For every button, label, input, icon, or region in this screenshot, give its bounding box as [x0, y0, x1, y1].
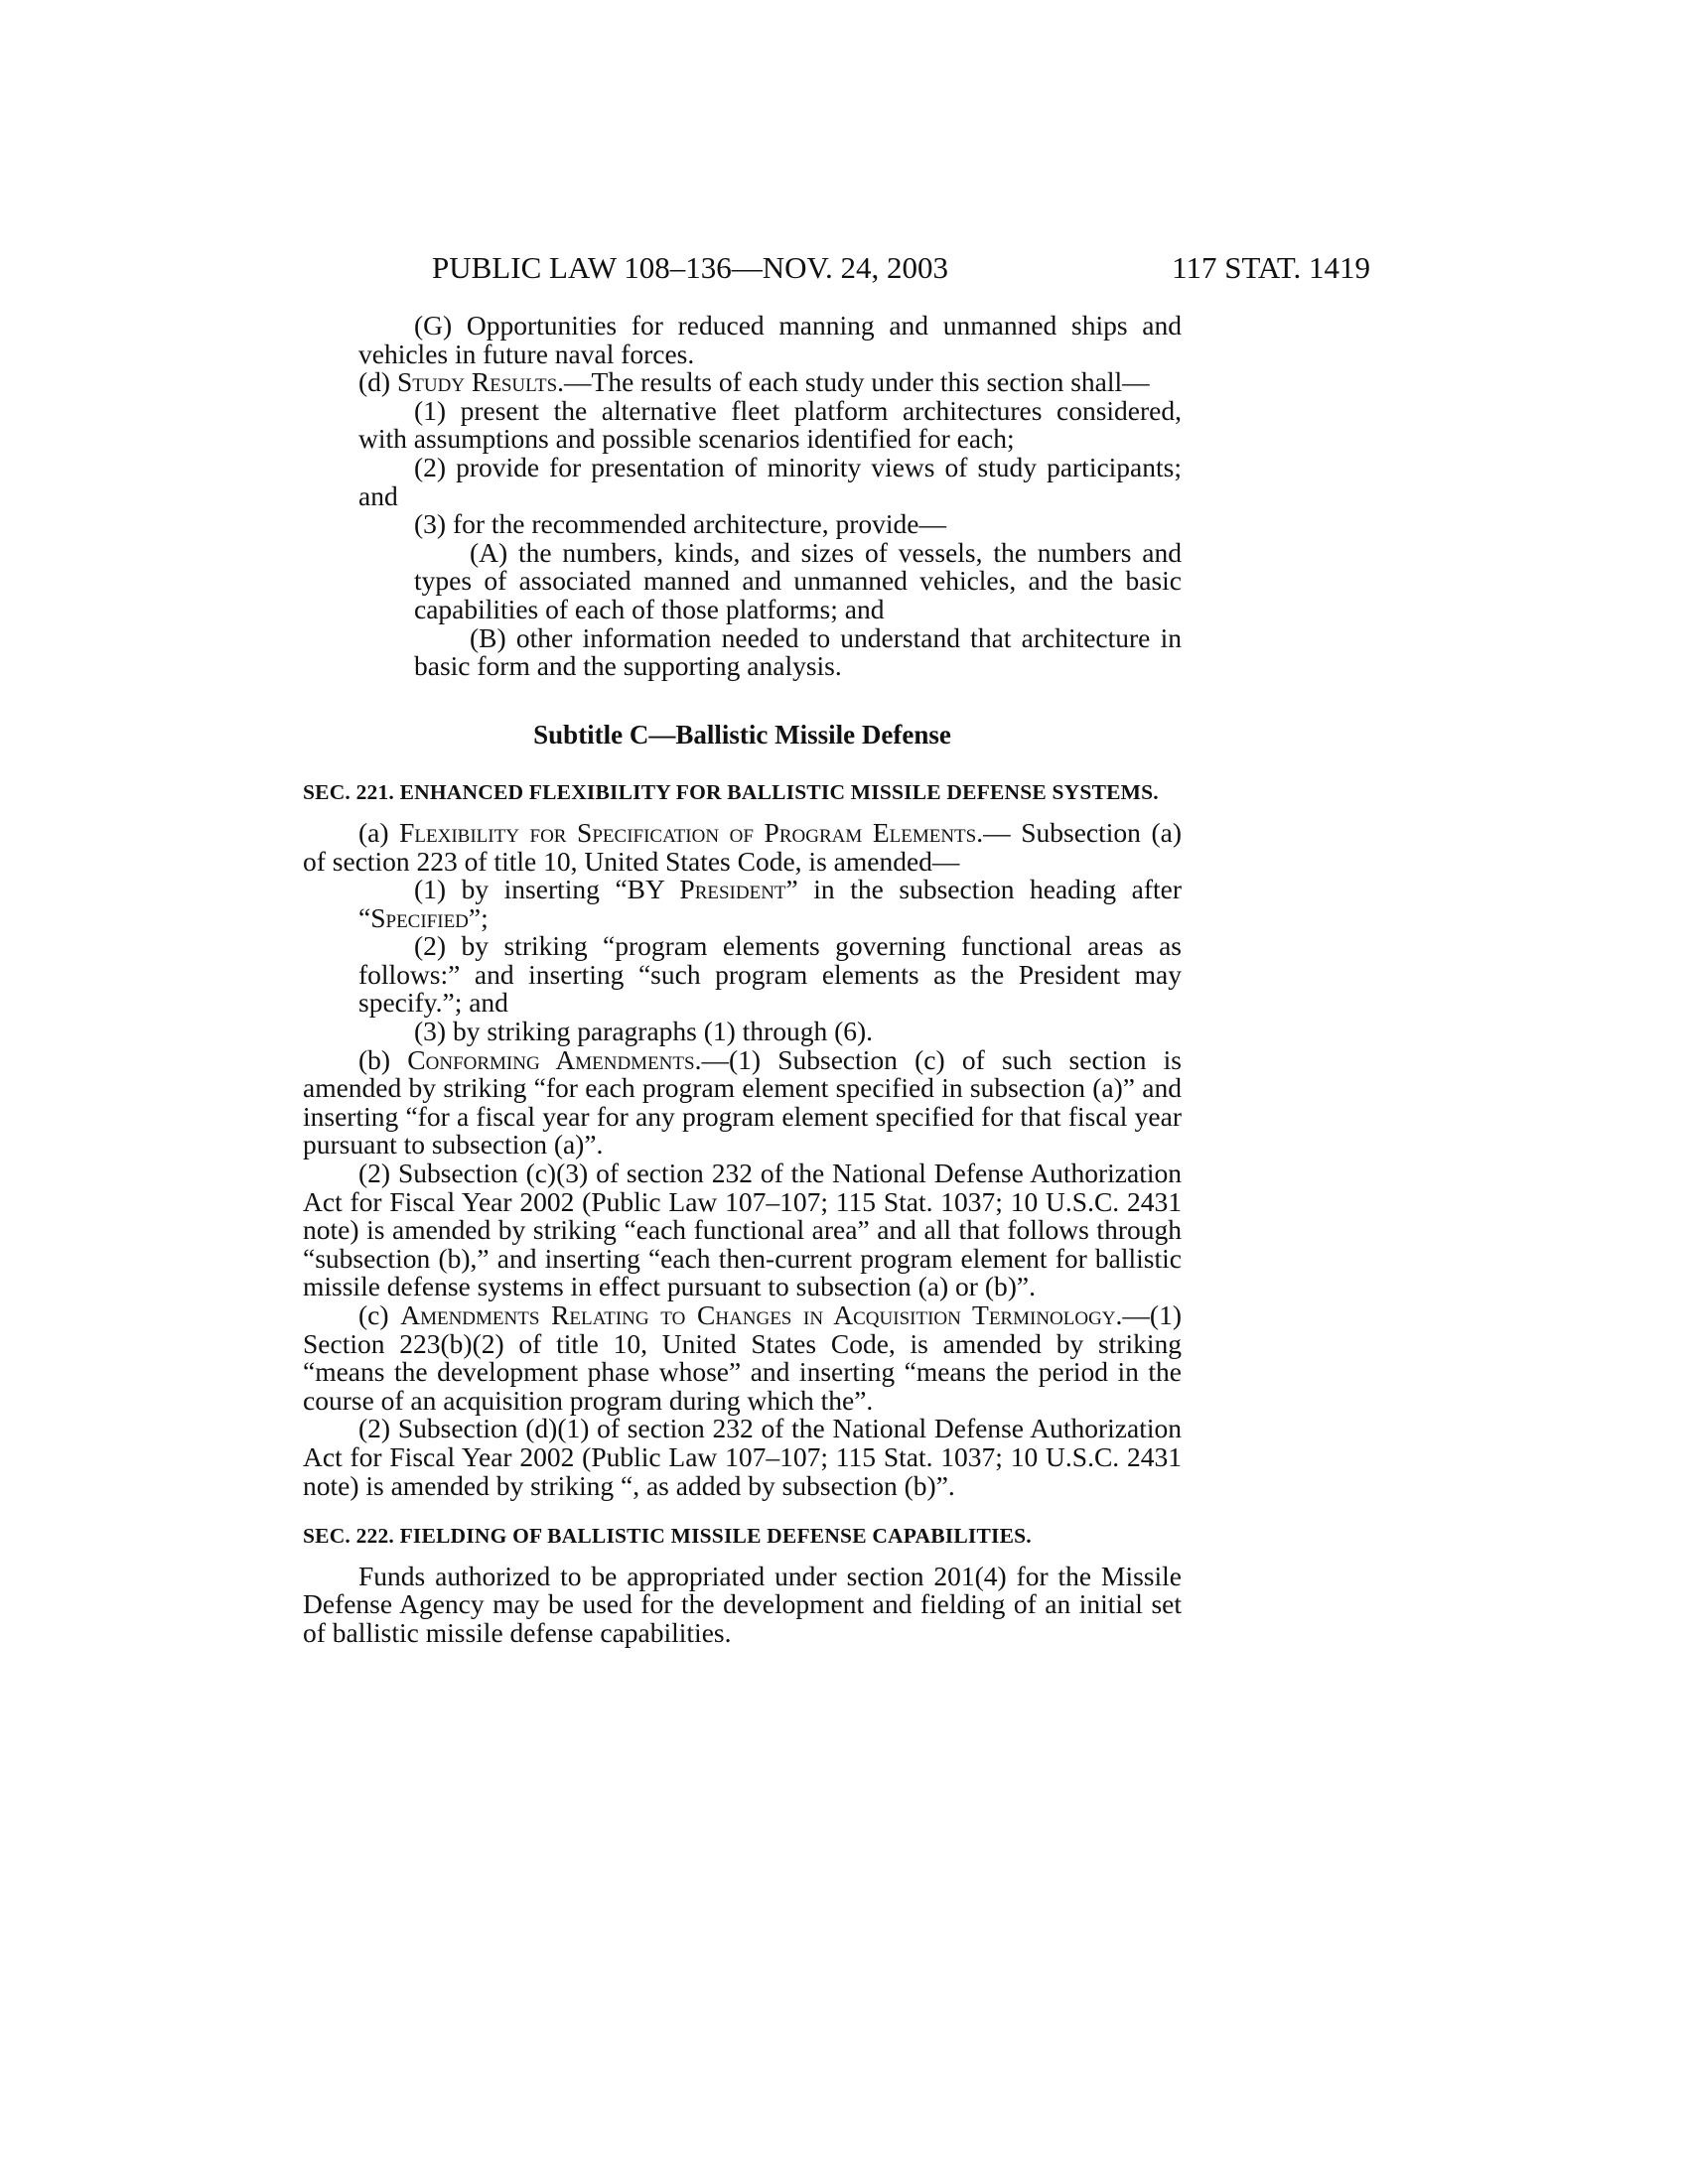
paragraph-221a2: (2) by striking “program elements governing functional areas as follows:” and inserting “such program elements as the President may specify.”; and	[358, 930, 1182, 1019]
document-body	[303, 312, 1182, 1648]
subsection-heading-d: Study Results	[396, 366, 558, 398]
paragraph-221c: (c) Amendments Relating to Changes in Acquisition Terminology.—(1) Section 223(b)(2) of title 10, United States Code, is amended by striking “means the development phase whose” and inserting “means the period in the course of an acquisition program during which the”.	[303, 1299, 1182, 1416]
paragraph-d2: (2) provide for presentation of minority views of study participants; and	[358, 451, 1182, 511]
paragraph-221b2: (2) Subsection (c)(3) of section 232 of the National Defense Authorization Act for Fiscal Year 2002 (Public Law 107–107; 115 Stat. 1037; 10 U.S.C. 2431 note) is amended by striking “each functional area” and all that follows through “subsection (b),” and inserting “each then-current program element for ballistic missile defense systems in effect pursuant to subsection (a) or (b)”.	[303, 1158, 1182, 1302]
paragraph-g: (G) Opportunities for reduced manning and unmanned ships and vehicles in future naval forces.	[358, 310, 1182, 369]
subsection-heading-221c: Amendments Relating to Changes in Acquisition Terminology	[400, 1299, 1116, 1330]
paragraph-221c2: (2) Subsection (d)(1) of section 232 of the National Defense Authorization Act for Fiscal Year 2002 (Public Law 107–107; 115 Stat. 1037; 10 U.S.C. 2431 note) is amended by striking “, as added by subsection (b)”.	[303, 1413, 1182, 1501]
paragraph-222: Funds authorized to be appropriated under section 201(4) for the Missile Defense Agency may be used for the development and fielding of an initial set of ballistic missile defense capabilities.	[303, 1560, 1182, 1648]
running-head-title: PUBLIC LAW 108–136—NOV. 24, 2003	[432, 250, 948, 285]
section-221-heading: SEC. 221. ENHANCED FLEXIBILITY FOR BALLISTIC MISSILE DEFENSE SYSTEMS.	[303, 780, 1159, 805]
paragraph-d: (d) Study Results.—The results of each study under this section shall—	[358, 366, 1150, 398]
subsection-heading-221b: Conforming Amendments	[407, 1043, 695, 1075]
page-header	[303, 248, 1370, 288]
subsection-heading-221a: Flexibility for Specification of Program Elements	[399, 816, 977, 848]
document-page	[303, 248, 1370, 1648]
paragraph-d3b: (B) other information needed to understand that architecture in basic form and the supporting analysis.	[414, 621, 1182, 682]
paragraph-221a: (a) Flexibility for Specification of Program Elements.— Subsection (a) of section 223 of title 10, United States Code, is amended—	[303, 816, 1182, 877]
paragraph-d1: (1) present the alternative fleet platform architectures considered, with assumptions and possible scenarios identified for each;	[358, 394, 1182, 455]
paragraph-d3: (3) for the recommended architecture, provide—	[414, 508, 947, 540]
section-222-heading: SEC. 222. FIELDING OF BALLISTIC MISSILE DEFENSE CAPABILITIES.	[303, 1524, 1032, 1549]
paragraph-d3a: (A) the numbers, kinds, and sizes of vessels, the numbers and types of associated manned and unmanned vehicles, and the basic capabilities of each of those platforms; and	[414, 536, 1182, 624]
paragraph-221a1: (1) by inserting “BY President” in the subsection heading after “Specified”;	[358, 874, 1182, 933]
subtitle-heading: Subtitle C—Ballistic Missile Defense	[533, 719, 951, 750]
paragraph-221a3: (3) by striking paragraphs (1) through (6).	[414, 1016, 874, 1047]
statute-page-number: 117 STAT. 1419	[1172, 250, 1370, 285]
paragraph-221b: (b) Conforming Amendments.—(1) Subsection (c) of such section is amended by striking “for each program element specified in subsection (a)” and inserting “for a fiscal year for any program element specified for that fiscal year pursuant to subsection (a)”.	[303, 1043, 1182, 1160]
